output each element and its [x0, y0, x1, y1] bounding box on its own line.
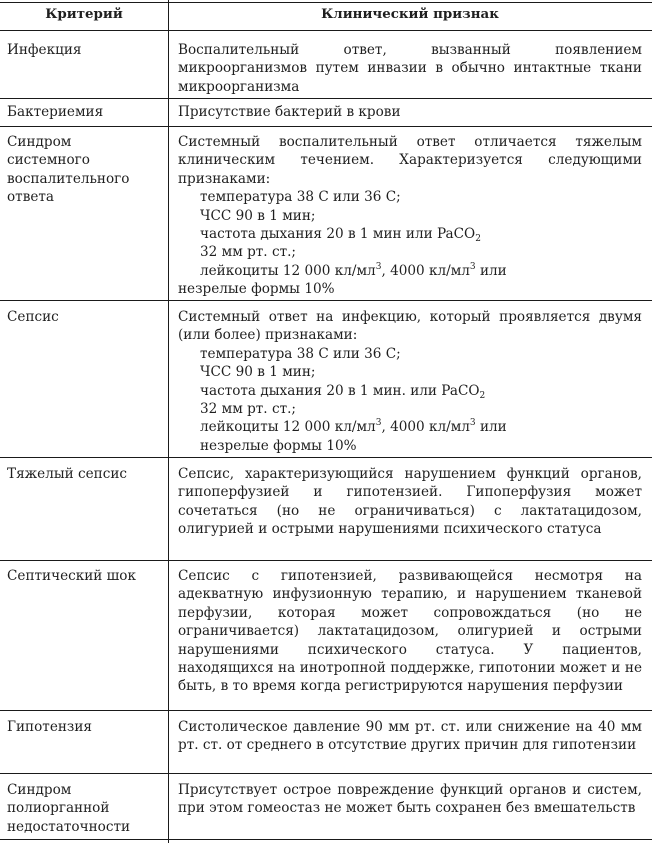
- sirs-temperature: температура 38 С или 36 С;: [200, 189, 401, 206]
- sepsis-leukocytes: лейкоциты 12 000 $кл/мл^3$, 4000 $кл/мл^3$ или: [200, 418, 507, 436]
- header-criterion: Критерий: [45, 6, 123, 22]
- sepsis-temperature: температура 38 С или 36 С;: [200, 345, 401, 362]
- row-bacteremia-criterion: Бактериемия: [7, 104, 104, 120]
- column-divider: [168, 0, 169, 843]
- row-septic-shock-sign: Сепсис с гипотензией, развивающейся несмотря на адекватную инфузионную терапию, и нарушением тканевой перфузии, которая может сопровождаться (но не ограничивается) лактатацидозом, олигурией и острыми нарушениями психического статуса. У пациентов, находящихся на инотропной поддержке, гипотонии может и не быть, в то время когда регистрируются нарушения перфузии: [178, 568, 642, 695]
- row-mods-criterion: Синдром полиорганной недостаточности: [7, 782, 131, 835]
- row-mods-sign: Присутствует острое повреждение функций органов и систем, при этом гомеостаз не может быть сохранен без вмешательств: [178, 782, 642, 817]
- table-bottom-rule: [0, 839, 652, 840]
- row-sirs-intro: Системный воспалительный ответ отличается тяжелым клиническим течением. Характеризуется следующими признаками:: [178, 134, 642, 187]
- sirs-resp-rate: частота дыхания 20 в 1 мин или PaCO$_2$: [200, 226, 481, 245]
- row-divider: [0, 126, 652, 127]
- row-infection-sign: Воспалительный ответ, вызванный появлением микроорганизмов путем инвазии в обычно интактные ткани микроорганизма: [178, 42, 642, 95]
- table-top-rule: [0, 2, 652, 3]
- row-bacteremia-sign: Присутствие бактерий в крови: [178, 104, 401, 120]
- row-divider: [0, 560, 652, 561]
- row-divider: [0, 773, 652, 774]
- row-severe-sepsis-sign: Сепсис, характеризующийся нарушением функций органов, гипоперфузией и гипотензией. Гипоперфузия может сочетаться (но не ограничиваться) с лактатацидозом, олигурией и острыми нарушениями психического статуса: [178, 466, 642, 538]
- row-sirs-sign: [178, 133, 642, 299]
- row-severe-sepsis-criterion: Тяжелый сепсис: [7, 466, 128, 482]
- row-divider: [0, 457, 652, 458]
- row-divider: [0, 710, 652, 711]
- sepsis-paco2-value: 32 мм рт. ст.;: [200, 401, 296, 418]
- sepsis-immature-forms: незрелые формы 10%: [200, 437, 357, 454]
- row-sirs-criterion: Синдром системного воспалительного ответа: [7, 134, 130, 206]
- row-divider: [0, 300, 652, 301]
- row-hypotension-criterion: Гипотензия: [7, 719, 92, 735]
- header-bottom-rule: [0, 30, 652, 31]
- row-sepsis-criterion: Сепсис: [7, 309, 59, 325]
- row-sepsis-intro: Системный ответ на инфекцию, который проявляется двумя (или более) признаками:: [178, 309, 642, 344]
- sirs-leukocytes: лейкоциты 12 000 $кл/мл^3$, 4000 $кл/мл^3$ или: [200, 261, 507, 279]
- sirs-paco2-value: 32 мм рт. ст.;: [200, 244, 296, 261]
- row-divider: [0, 98, 652, 99]
- row-septic-shock-criterion: Септический шок: [7, 568, 136, 584]
- sepsis-heart-rate: ЧСС 90 в 1 мин;: [200, 364, 316, 381]
- sirs-immature-forms: незрелые формы 10%: [178, 281, 335, 298]
- header-clinical-sign: Клинический признак: [321, 6, 499, 22]
- row-hypotension-sign: Систолическое давление 90 мм рт. ст. или снижение на 40 мм рт. ст. от среднего в отсутствие других причин для гипотензии: [178, 719, 642, 754]
- sepsis-resp-rate: частота дыхания 20 в 1 мин. или PaCO$_2$: [200, 382, 486, 401]
- row-sepsis-sign: [178, 308, 642, 455]
- row-infection-criterion: Инфекция: [7, 42, 82, 58]
- sirs-heart-rate: ЧСС 90 в 1 мин;: [200, 207, 316, 224]
